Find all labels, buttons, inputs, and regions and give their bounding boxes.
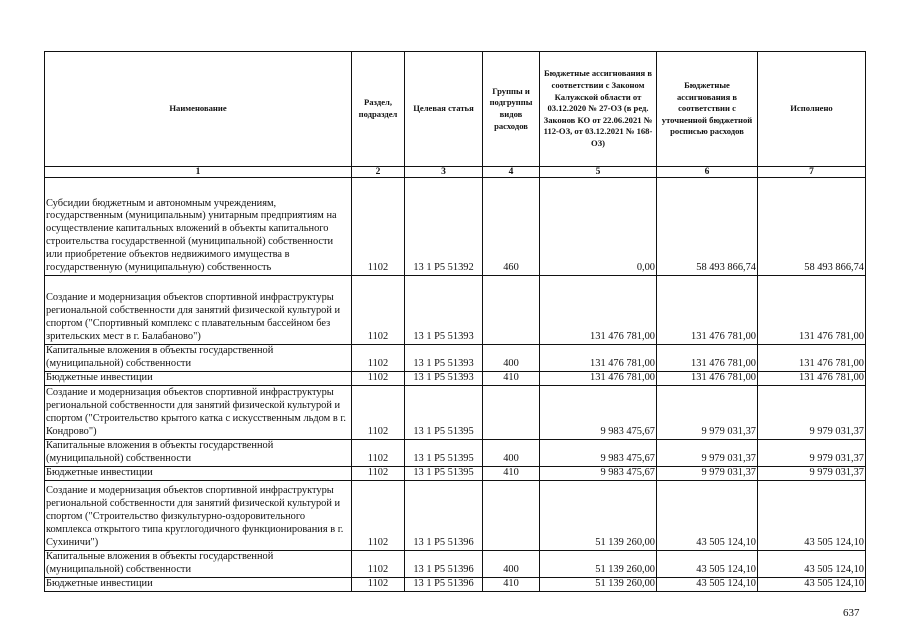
row-target: 13 1 P5 51393	[405, 372, 483, 386]
header-section: Раздел, подраздел	[352, 52, 405, 167]
row-target: 13 1 P5 51393	[405, 276, 483, 345]
row-law: 131 476 781,00	[540, 372, 657, 386]
row-section: 1102	[352, 577, 405, 591]
table-row	[45, 345, 866, 372]
row-schedule: 43 505 124,10	[657, 480, 758, 550]
row-name: Бюджетные инвестиции	[45, 372, 352, 386]
column-number: 4	[483, 167, 540, 178]
row-section: 1102	[352, 466, 405, 480]
row-target: 13 1 P5 51396	[405, 550, 483, 577]
row-law: 51 139 260,00	[540, 480, 657, 550]
row-target: 13 1 P5 51395	[405, 385, 483, 439]
column-number: 7	[758, 167, 866, 178]
row-executed: 131 476 781,00	[758, 372, 866, 386]
column-number: 3	[405, 167, 483, 178]
row-group	[483, 276, 540, 345]
column-number: 2	[352, 167, 405, 178]
row-section: 1102	[352, 480, 405, 550]
header-row	[45, 52, 866, 167]
row-law: 9 983 475,67	[540, 385, 657, 439]
budget-table	[44, 51, 866, 592]
page-number: 637	[843, 607, 860, 619]
header-group: Группы и подгруппы видов расходов	[483, 52, 540, 167]
row-schedule: 9 979 031,37	[657, 385, 758, 439]
row-group: 460	[483, 178, 540, 276]
row-schedule: 43 505 124,10	[657, 550, 758, 577]
table-row	[45, 439, 866, 466]
row-target: 13 1 P5 51395	[405, 439, 483, 466]
column-number-row	[45, 167, 866, 178]
row-group: 410	[483, 577, 540, 591]
table-row	[45, 276, 866, 345]
header-executed: Исполнено	[758, 52, 866, 167]
table-row	[45, 480, 866, 550]
row-section: 1102	[352, 276, 405, 345]
row-executed: 9 979 031,37	[758, 466, 866, 480]
row-executed: 43 505 124,10	[758, 577, 866, 591]
row-law: 9 983 475,67	[540, 439, 657, 466]
table-row	[45, 466, 866, 480]
row-group: 410	[483, 466, 540, 480]
row-section: 1102	[352, 372, 405, 386]
row-law: 0,00	[540, 178, 657, 276]
row-name: Субсидии бюджетным и автономным учреждениям, государственным (муниципальным) унитарным предприятиям на осуществление капитальных вложений в объекты капитального строительства государственной (муниципальной) собственности или приобретение объектов недвижимого имущества в государственную (муниципальную) собственность	[45, 178, 352, 276]
row-section: 1102	[352, 178, 405, 276]
row-executed: 58 493 866,74	[758, 178, 866, 276]
row-name: Капитальные вложения в объекты государственной (муниципальной) собственности	[45, 345, 352, 372]
row-group: 400	[483, 345, 540, 372]
row-target: 13 1 P5 51395	[405, 466, 483, 480]
row-section: 1102	[352, 439, 405, 466]
row-target: 13 1 P5 51393	[405, 345, 483, 372]
table-row	[45, 577, 866, 591]
column-number: 5	[540, 167, 657, 178]
row-section: 1102	[352, 385, 405, 439]
row-schedule: 58 493 866,74	[657, 178, 758, 276]
row-section: 1102	[352, 550, 405, 577]
row-executed: 9 979 031,37	[758, 385, 866, 439]
row-group: 410	[483, 372, 540, 386]
header-law: Бюджетные ассигнования в соответствии с Законом Калужской области от 03.12.2020 № 27-ОЗ (в ред. Законов КО от 22.06.2021 № 112-ОЗ, от 03.12.2021 № 168-ОЗ)	[540, 52, 657, 167]
row-group: 400	[483, 439, 540, 466]
table-row	[45, 178, 866, 276]
row-section: 1102	[352, 345, 405, 372]
header-name: Наименование	[45, 52, 352, 167]
row-group	[483, 480, 540, 550]
row-executed: 131 476 781,00	[758, 276, 866, 345]
row-executed: 9 979 031,37	[758, 439, 866, 466]
row-executed: 43 505 124,10	[758, 480, 866, 550]
row-target: 13 1 P5 51392	[405, 178, 483, 276]
row-executed: 131 476 781,00	[758, 345, 866, 372]
header-target: Целевая статья	[405, 52, 483, 167]
row-target: 13 1 P5 51396	[405, 480, 483, 550]
row-group: 400	[483, 550, 540, 577]
row-law: 9 983 475,67	[540, 466, 657, 480]
row-law: 51 139 260,00	[540, 550, 657, 577]
row-schedule: 9 979 031,37	[657, 466, 758, 480]
row-schedule: 131 476 781,00	[657, 276, 758, 345]
row-name: Капитальные вложения в объекты государственной (муниципальной) собственности	[45, 439, 352, 466]
row-name: Создание и модернизация объектов спортивной инфраструктуры региональной собственности для занятий физической культурой и спортом ("Строительство крытого катка с искусственным льдом в г. Кондрово")	[45, 385, 352, 439]
table-row	[45, 372, 866, 386]
row-law: 131 476 781,00	[540, 276, 657, 345]
row-name: Создание и модернизация объектов спортивной инфраструктуры региональной собственности для занятий физической культурой и спортом ("Спортивный комплекс с плавательным бассейном без зрительских мест в г. Балабаново")	[45, 276, 352, 345]
header-schedule: Бюджетные ассигнования в соответствии с уточненной бюджетной росписью расходов	[657, 52, 758, 167]
row-schedule: 9 979 031,37	[657, 439, 758, 466]
row-executed: 43 505 124,10	[758, 550, 866, 577]
row-name: Создание и модернизация объектов спортивной инфраструктуры региональной собственности для занятий физической культурой и спортом ("Строительство физкультурно-оздоровительного комплекса открытого типа круглогодичного функционирования в г. Сухиничи")	[45, 480, 352, 550]
row-schedule: 131 476 781,00	[657, 345, 758, 372]
row-name: Бюджетные инвестиции	[45, 577, 352, 591]
row-schedule: 131 476 781,00	[657, 372, 758, 386]
row-name: Капитальные вложения в объекты государственной (муниципальной) собственности	[45, 550, 352, 577]
table-row	[45, 550, 866, 577]
column-number: 6	[657, 167, 758, 178]
row-law: 51 139 260,00	[540, 577, 657, 591]
row-group	[483, 385, 540, 439]
column-number: 1	[45, 167, 352, 178]
row-target: 13 1 P5 51396	[405, 577, 483, 591]
table-row	[45, 385, 866, 439]
row-name: Бюджетные инвестиции	[45, 466, 352, 480]
row-law: 131 476 781,00	[540, 345, 657, 372]
row-schedule: 43 505 124,10	[657, 577, 758, 591]
